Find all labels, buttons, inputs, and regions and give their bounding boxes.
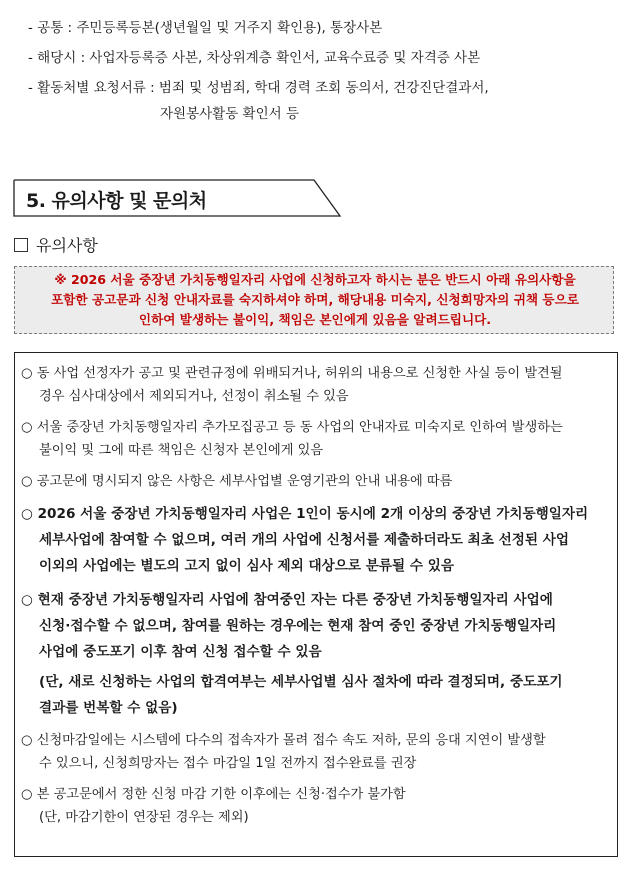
precaution-line: ○ 동 사업 선정자가 공고 및 관련규정에 위배되거나, 허위의 내용으로 신청한 사실 등이 발견될 xyxy=(21,366,563,381)
precaution-line: ○ 현재 중장년 가치동행일자리 사업에 참여중인 자는 다른 중장년 가치동행일자리 사업에 xyxy=(21,592,553,608)
precaution-line: ○ 2026 서울 중장년 가치동행일자리 사업은 1인이 동시에 2개 이상의 중장년 가치동행일자리 xyxy=(21,506,589,522)
subsection-label: 유의사항 xyxy=(36,236,98,255)
precaution-note xyxy=(21,669,611,721)
precaution-line: 사업에 중도포기 이후 참여 신청 접수할 수 있음 xyxy=(39,644,322,660)
precaution-line: 수 있으니, 신청희망자는 접수 마감일 1일 전까지 접수완료를 권장 xyxy=(39,756,417,771)
precaution-line: 신청·접수할 수 없으며, 참여를 원하는 경우에는 현재 참여 중인 중장년 가치동행일자리 xyxy=(39,618,557,634)
doc-by-site-continued: 자원봉사활동 확인서 등 xyxy=(160,106,299,122)
precaution-line: ○ 공고문에 명시되지 않은 사항은 세부사업별 운영기관의 안내 내용에 따름 xyxy=(21,474,453,489)
doc-common: - 공통 : 주민등록등본(생년월일 및 거주지 확인용), 통장사본 xyxy=(28,20,383,36)
notice-box xyxy=(14,266,614,334)
precaution-line: ○ 서울 중장년 가치동행일자리 추가모집공고 등 동 사업의 안내자료 미숙지로 인하여 발생하는 xyxy=(21,420,563,435)
doc-conditional: - 해당시 : 사업자등록증 사본, 차상위계층 확인서, 교육수료증 및 자격증 사본 xyxy=(28,50,481,66)
precaution-line: 이외의 사업에는 별도의 고지 없이 심사 제외 대상으로 분류될 수 있음 xyxy=(39,558,455,574)
precaution-line: 결과를 번복할 수 없음) xyxy=(39,700,178,716)
section-header xyxy=(12,178,342,218)
section-title: 5. 유의사항 및 문의처 xyxy=(26,190,207,212)
notice-line: 포함한 공고문과 신청 안내자료를 숙지하셔야 하며, 해당내용 미숙지, 신청희망자의 귀책 등으로 xyxy=(51,292,579,307)
precaution-item-emphasis xyxy=(21,501,611,579)
precaution-item xyxy=(21,783,611,829)
precaution-line: (단, 마감기한이 연장된 경우는 제외) xyxy=(39,810,249,825)
precaution-item-emphasis xyxy=(21,587,611,665)
notice-line: ※ 2026 서울 중장년 가치동행일자리 사업에 신청하고자 하시는 분은 반드시 아래 유의사항을 xyxy=(54,272,576,287)
precaution-line: 불이익 및 그에 따른 책임은 신청자 본인에게 있음 xyxy=(39,443,324,458)
precaution-item xyxy=(21,729,611,775)
precaution-item xyxy=(21,470,611,493)
precaution-line: ○ 본 공고문에서 정한 신청 마감 기한 이후에는 신청·접수가 불가함 xyxy=(21,787,406,802)
doc-by-site: - 활동처별 요청서류 : 범죄 및 성범죄, 학대 경력 조회 동의서, 건강진단결과서, xyxy=(28,80,489,96)
required-documents-list xyxy=(28,18,618,134)
precaution-item xyxy=(21,416,611,462)
subsection-heading xyxy=(14,233,98,256)
precaution-item xyxy=(21,362,611,408)
precaution-line: ○ 신청마감일에는 시스템에 다수의 접속자가 몰려 접수 속도 저하, 문의 응대 지연이 발생할 xyxy=(21,733,546,748)
precaution-line: (단, 새로 신청하는 사업의 합격여부는 세부사업별 심사 절차에 따라 결정되며, 중도포기 xyxy=(39,674,563,690)
precaution-line: 세부사업에 참여할 수 없으며, 여러 개의 사업에 신청서를 제출하더라도 최초 선정된 사업 xyxy=(39,532,569,548)
precaution-line: 경우 심사대상에서 제외되거나, 선정이 취소될 수 있음 xyxy=(39,389,349,404)
precautions-box xyxy=(14,352,618,857)
checkbox-icon xyxy=(14,238,28,252)
notice-line: 인하여 발생하는 불이익, 책임은 본인에게 있음을 알려드립니다. xyxy=(138,312,492,327)
